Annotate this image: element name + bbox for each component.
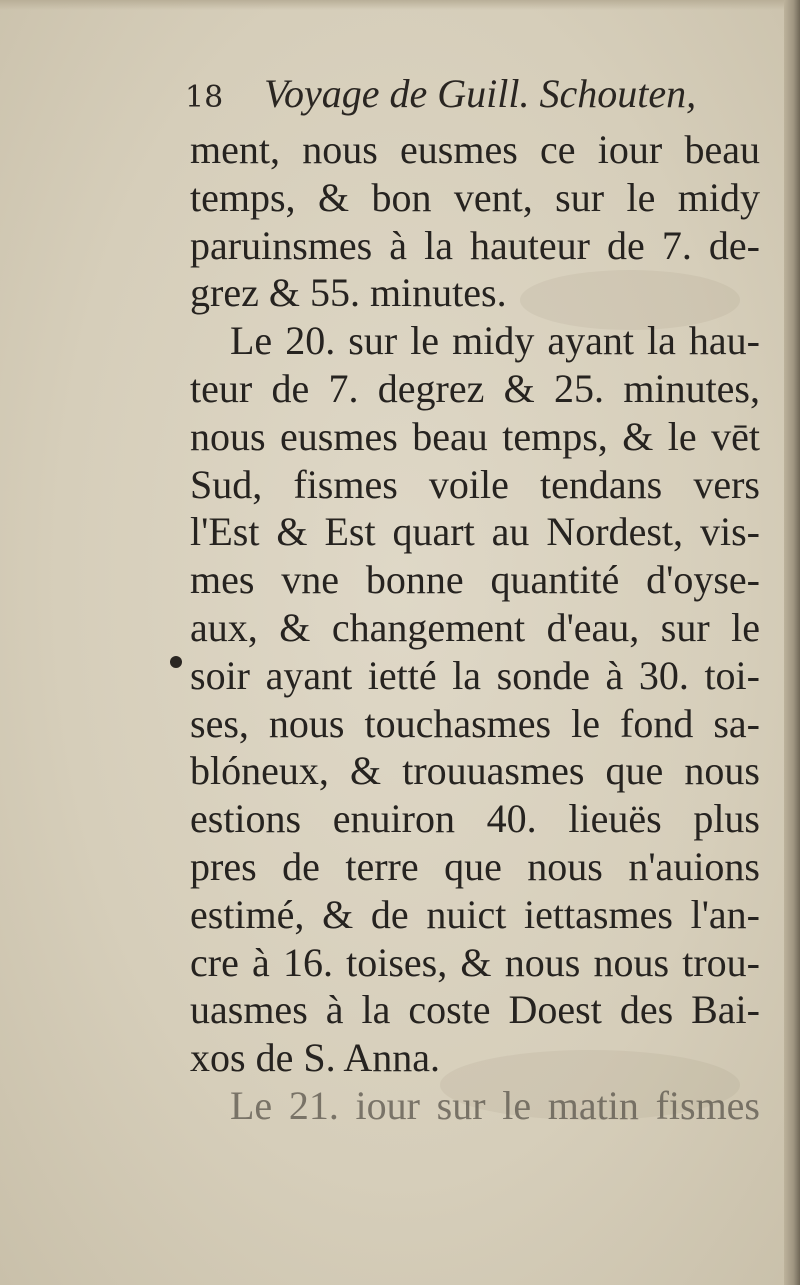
page-header — [185, 70, 745, 126]
text-line: aux, & changement d'eau, sur le — [190, 604, 760, 650]
page-number: 18 — [185, 80, 224, 115]
text-line: Sud, fismes voile tendans vers — [190, 461, 760, 507]
body-text — [190, 126, 760, 1130]
text-line: teur de 7. degrez & 25. minutes, — [190, 365, 760, 411]
text-line: cre à 16. toises, & nous nous trou- — [190, 939, 760, 985]
ink-dot — [170, 656, 182, 668]
text-line: estions enuiron 40. lieuës plus — [190, 796, 760, 842]
text-line: pres de terre que nous n'auions — [190, 843, 760, 889]
text-line: soir ayant ietté la sonde à 30. toi- — [190, 652, 760, 698]
page-top-edge — [0, 0, 800, 10]
text-line: mes vne bonne quantité d'oyse- — [190, 557, 760, 603]
text-line: temps, & bon vent, sur le midy — [190, 174, 760, 220]
text-line: blóneux, & trouuasmes que nous — [190, 748, 760, 794]
text-line: grez & 55. minutes. — [190, 270, 507, 316]
text-line: ment, nous eusmes ce iour beau — [190, 127, 760, 172]
text-line: paruinsmes à la hauteur de 7. de- — [190, 222, 760, 268]
running-title: Voyage de Guill. Schouten, — [264, 71, 697, 116]
text-line: l'Est & Est quart au Nordest, vis- — [190, 509, 760, 555]
text-line: Le 21. iour sur le matin fismes — [230, 1082, 760, 1128]
page-right-edge — [784, 0, 800, 1285]
text-line: ses, nous touchasmes le fond sa- — [190, 700, 760, 746]
text-line: estimé, & de nuict iettasmes l'an- — [190, 891, 760, 937]
text-line: nous eusmes beau temps, & le vēt — [190, 413, 760, 459]
text-line: Le 20. sur le midy ayant la hau- — [230, 318, 760, 364]
text-line: xos de S. Anna. — [190, 1035, 440, 1081]
text-line: uasmes à la coste Doest des Bai- — [190, 987, 760, 1033]
